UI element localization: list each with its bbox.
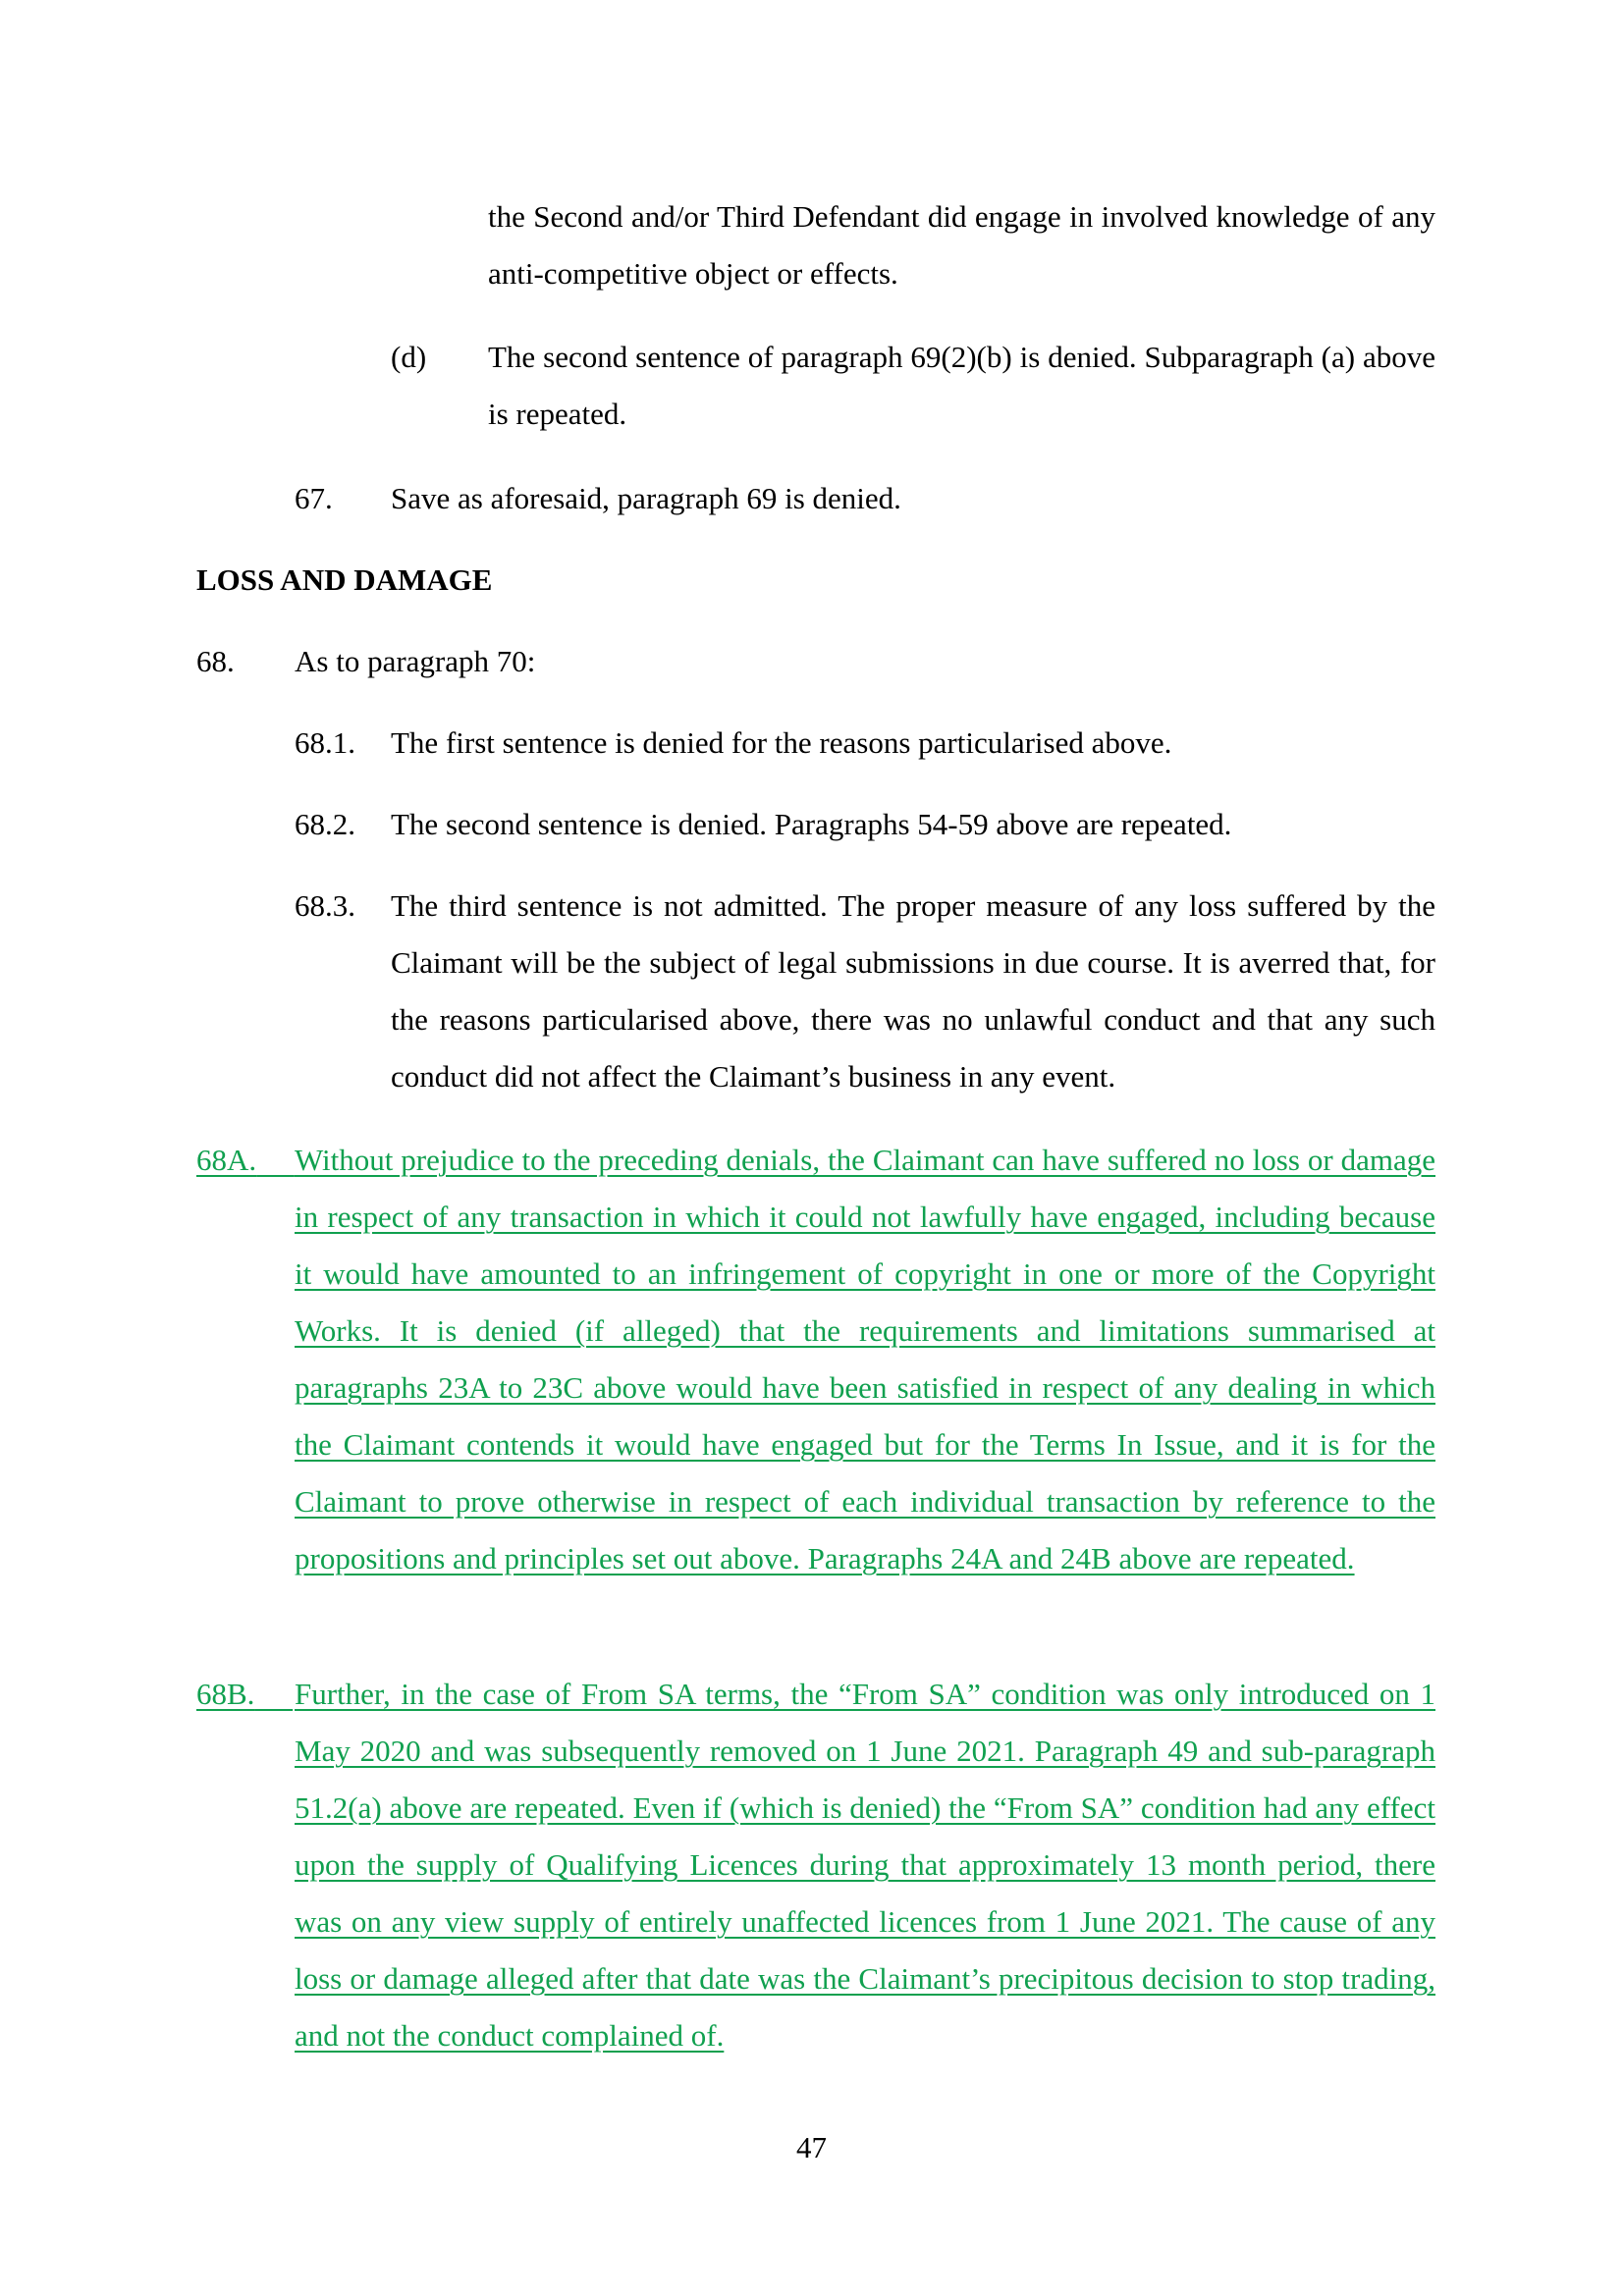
para-68B-label [196,1666,295,1723]
para-68B-text: Further, in the case of From SA terms, the “From SA” condition was only introduced on 1 May 2020 and was subsequently removed on 1 June 2021. Paragraph 49 and sub-paragraph 51.2(a) above are repeated. Even if (which is denied) the “From SA” condition had any effect upon the supply of Qualifying Licences during that approximately 13 month period, there was on any view supply of entirely unaffected licences from 1 June 2021. The cause of any loss or damage alleged after that date was the Claimant’s precipitous decision to stop trading, and not the conduct complained of. [295,1677,1435,2053]
sub-d-label: (d) [391,340,427,374]
para-67-text: Save as aforesaid, paragraph 69 is denied. [391,481,901,515]
section-heading: LOSS AND DAMAGE [196,562,493,597]
para-68-2-label: 68.2. [295,807,355,841]
para-68A-label [196,1132,295,1189]
page-number: 47 [796,2130,827,2164]
sub-d-text: The second sentence of paragraph 69(2)(b) is denied. Subparagraph (a) above is repeated. [488,340,1435,431]
para-67-label: 67. [295,481,333,515]
continuation-paragraph: the Second and/or Third Defendant did engage in involved knowledge of any anti-competitive object or effects. [488,199,1435,291]
para-68B-label-text: 68B. [196,1677,255,1711]
para-68-1-label: 68.1. [295,725,355,760]
para-68-label: 68. [196,644,235,678]
para-68-3-text: The third sentence is not admitted. The proper measure of any loss suffered by the Claimant will be the subject of legal submissions in due course. It is averred that, for the reasons particularised above, there was no unlawful conduct and that any such conduct did not affect the Claimant’s business in any event. [391,888,1435,1094]
para-68-3-label: 68.3. [295,888,355,923]
para-68A-text: Without prejudice to the preceding denials, the Claimant can have suffered no loss or damage in respect of any transaction in which it could not lawfully have engaged, including because it would have amounted to an infringement of copyright in one or more of the Copyright Works. It is denied (if alleged) that the requirements and limitations summarised at paragraphs 23A to 23C above would have been satisfied in respect of any dealing in which the Claimant contends it would have engaged but for the Terms In Issue, and it is for the Claimant to prove otherwise in respect of each individual transaction by reference to the propositions and principles set out above. Paragraphs 24A and 24B above are repeated. [295,1143,1435,1575]
para-68-1-text: The first sentence is denied for the reasons particularised above. [391,725,1172,760]
para-68-text: As to paragraph 70: [295,644,536,678]
para-68A-label-text: 68A. [196,1143,257,1177]
para-68-2-text: The second sentence is denied. Paragraphs 54-59 above are repeated. [391,807,1232,841]
